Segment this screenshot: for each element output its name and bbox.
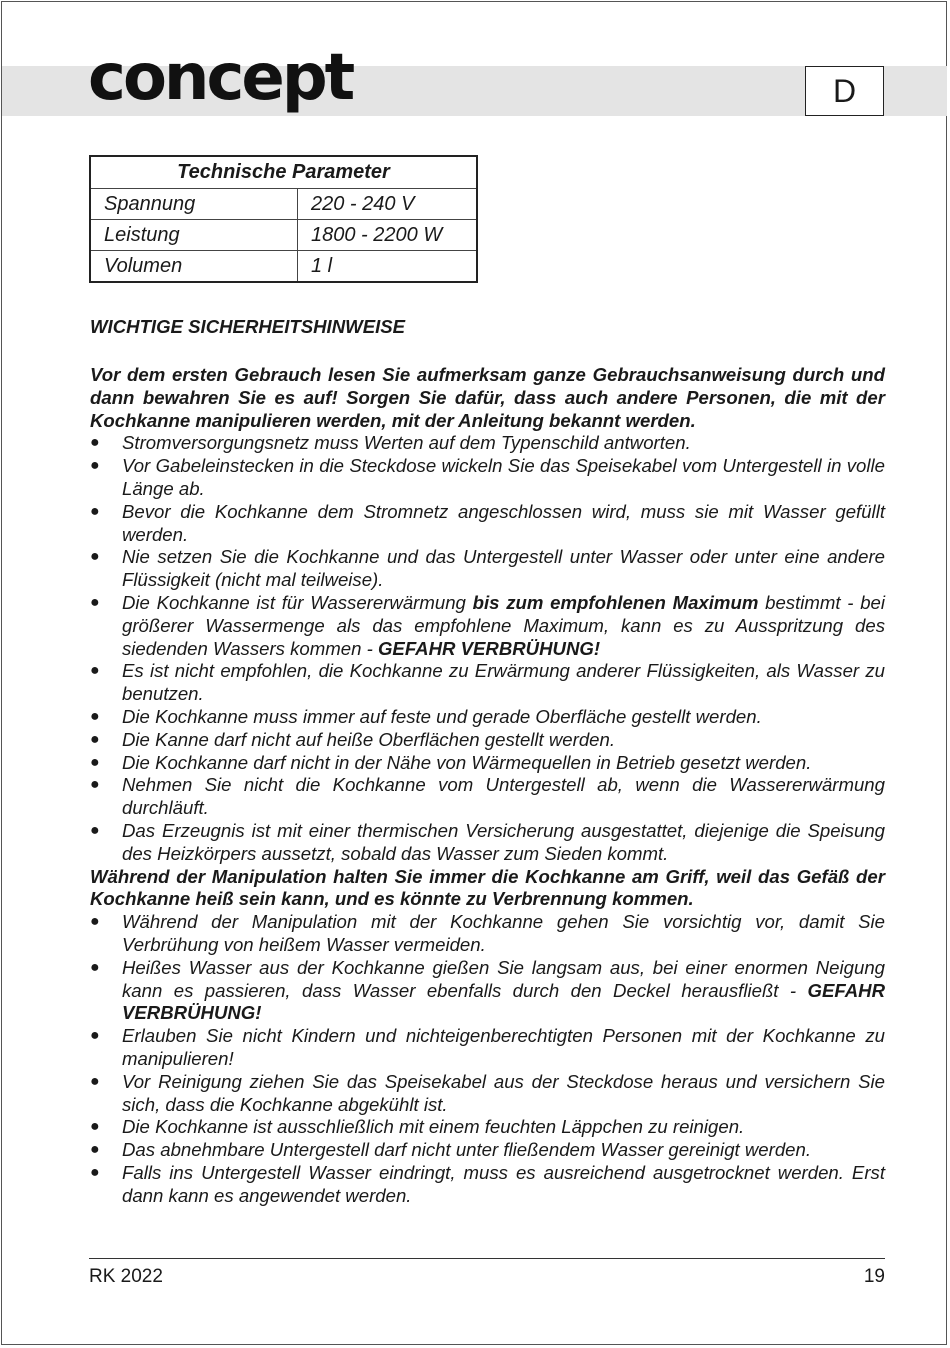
bullet-icon: ●	[90, 821, 100, 839]
bullet-icon: ●	[90, 958, 100, 976]
table-row	[90, 220, 477, 251]
bullet-icon: ●	[90, 707, 100, 725]
bullet-list	[90, 432, 885, 865]
list-item: ● Die Kochkanne darf nicht in der Nähe von Wärmequellen in Betrieb gesetzt werden.	[90, 751, 812, 773]
bullet-icon: ●	[90, 593, 100, 611]
list-item: ● Vor Reinigung ziehen Sie das Speisekabel aus der Steckdose heraus und versichern Sie sich, dass die Kochkanne abgekühlt ist.	[90, 1070, 885, 1115]
table-row	[90, 251, 477, 283]
list-item: ● Das Erzeugnis ist mit einer thermischen Versicherung ausgestattet, diejenige die Speisung des Heizkörpers aussetzt, sobald das Wasser zum Sieden kommt.	[90, 819, 885, 864]
list-item: ● Die Kochkanne ist ausschließlich mit einem feuchten Läppchen zu reinigen.	[90, 1116, 745, 1138]
bullet-icon: ●	[90, 753, 100, 771]
param-label: Leistung	[90, 220, 298, 251]
list-item: ● Heißes Wasser aus der Kochkanne gießen Sie langsam aus, bei einer enormen Neigung kann es passieren, dass Wasser ebenfalls durch den Deckel herausfließt - GEFAHR VERBRÜHUNG!	[90, 956, 885, 1024]
bullet-icon: ●	[90, 730, 100, 748]
bullet-icon: ●	[90, 434, 100, 452]
safety-instructions	[90, 313, 885, 1207]
list-item: ● Die Kanne darf nicht auf heiße Oberflächen gestellt werden.	[90, 728, 616, 750]
list-item: ● Nie setzen Sie die Kochkanne und das Untergestell unter Wasser oder unter eine andere Flüssigkeit (nicht mal teilweise).	[90, 546, 885, 591]
technical-parameters-table	[89, 155, 478, 283]
list-item: ● Nehmen Sie nicht die Kochkanne vom Untergestell ab, wenn die Wassererwärmung durchläuft.	[90, 774, 885, 819]
bullet-icon: ●	[90, 1072, 100, 1090]
param-value: 220 - 240 V	[298, 189, 478, 220]
footer-divider	[89, 1258, 885, 1259]
param-label: Volumen	[90, 251, 298, 283]
bullet-icon: ●	[90, 1141, 100, 1159]
section-heading: WICHTIGE SICHERHEITSHINWEISE	[90, 316, 406, 337]
bullet-icon: ●	[90, 776, 100, 794]
bullet-icon: ●	[90, 913, 100, 931]
list-item: ● Vor Gabeleinstecken in die Steckdose wickeln Sie das Speisekabel vom Untergestell in volle Länge ab.	[90, 455, 885, 499]
brand-logo: concept	[88, 41, 353, 115]
list-item: ● Während der Manipulation mit der Kochkanne gehen Sie vorsichtig vor, damit Sie Verbrühung von heißem Wasser vermeiden.	[90, 911, 885, 955]
bullet-icon: ●	[90, 457, 100, 475]
list-item: ● Die Kochkanne muss immer auf feste und gerade Oberfläche gestellt werden.	[90, 705, 762, 727]
table-title: Technische Parameter	[90, 156, 477, 189]
list-item: ● Falls ins Untergestell Wasser eindringt, muss es ausreichend ausgetrocknet werden. Erst dann kann es angewendet werden.	[90, 1161, 885, 1206]
intro-paragraph: Vor dem ersten Gebrauch lesen Sie aufmerksam ganze Gebrauchsanweisung durch und dann bewahren Sie es auf! Sorgen Sie dafür, dass auch andere Personen, die mit der Kochkanne manipulieren werden, mit der Anleitung bekannt werden.	[90, 364, 885, 431]
bullet-icon: ●	[90, 1027, 100, 1045]
warning-paragraph: Während der Manipulation halten Sie immer die Kochkanne am Griff, weil das Gefäß der Kochkanne heiß sein kann, und es könnte zu Verbrennung kommen.	[90, 865, 885, 910]
list-item: ● Bevor die Kochkanne dem Stromnetz angeschlossen wird, muss sie mit Wasser gefüllt werden.	[90, 500, 885, 545]
list-item: ● Stromversorgungsnetz muss Werten auf dem Typenschild antworten.	[90, 432, 691, 454]
bullet-icon: ●	[90, 1163, 100, 1181]
param-value: 1800 - 2200 W	[298, 220, 478, 251]
table-row	[90, 189, 477, 220]
list-item: ● Erlauben Sie nicht Kindern und nichteigenberechtigten Personen mit der Kochkanne zu manipulieren!	[90, 1025, 885, 1069]
bullet-icon: ●	[90, 548, 100, 566]
param-label: Spannung	[90, 189, 298, 220]
bullet-icon: ●	[90, 662, 100, 680]
list-item: ● Es ist nicht empfohlen, die Kochkanne zu Erwärmung anderer Flüssigkeiten, als Wasser zu benutzen.	[90, 660, 885, 705]
footer-model: RK 2022	[89, 1266, 163, 1287]
bullet-list	[90, 911, 885, 1207]
language-code-box: D	[805, 66, 884, 116]
list-item: ● Die Kochkanne ist für Wassererwärmung bis zum empfohlenen Maximum bestimmt - bei größerer Wassermenge als das empfohlene Maximum, kann es zu Ausspritzung des siedenden Wassers kommen - GEFAHR VERBRÜHUNG!	[90, 591, 886, 659]
param-value: 1 l	[298, 251, 478, 283]
bullet-icon: ●	[90, 1118, 100, 1136]
page-number: 19	[863, 1266, 885, 1287]
list-item: ● Das abnehmbare Untergestell darf nicht unter fließendem Wasser gereinigt werden.	[90, 1139, 812, 1161]
bullet-icon: ●	[90, 502, 100, 520]
